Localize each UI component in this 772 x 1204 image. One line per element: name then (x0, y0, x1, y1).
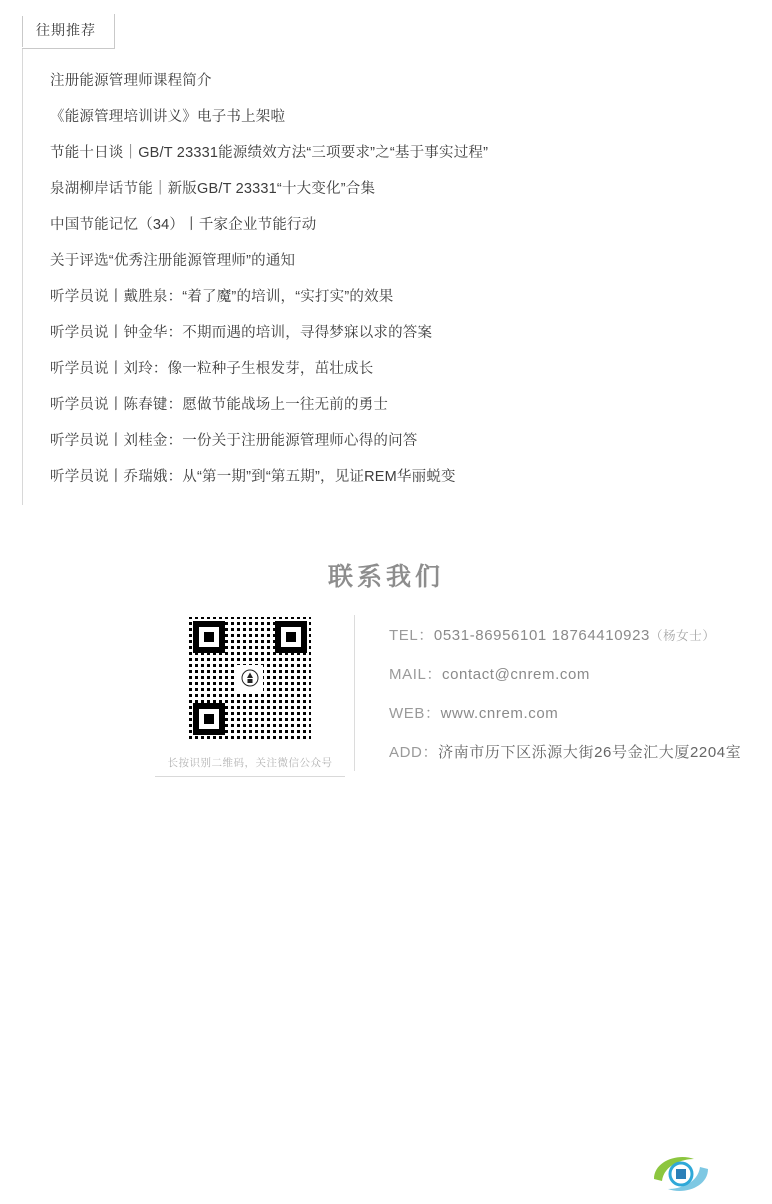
qr-column (150, 615, 350, 777)
add-value: 济南市历下区泺源大街26号金汇大厦2204室 (438, 744, 742, 762)
wechat-qr-code[interactable] (189, 617, 311, 739)
list-item[interactable]: 听学员说丨刘玲：像一粒种子生根发芽，茁壮成长 (50, 360, 374, 377)
tel-label: TEL： (389, 627, 434, 645)
add-label: ADD： (389, 744, 439, 762)
list-item[interactable]: 听学员说丨戴胜泉：“着了魔”的培训，“实打实”的效果 (50, 288, 394, 305)
qr-finder-top-right (275, 621, 307, 653)
list-item[interactable]: 听学员说丨钟金华：不期而遇的培训，寻得梦寐以求的答案 (50, 324, 433, 341)
contact-info-column (354, 615, 772, 771)
list-item[interactable]: 中国节能记忆（34）丨千家企业节能行动 (50, 216, 317, 233)
list-item[interactable]: 听学员说丨乔瑞娥：从“第一期”到“第五期”，见证REM华丽蜕变 (50, 468, 456, 485)
list-item[interactable]: 节能十日谈｜GB/T 23331能源绩效方法“三项要求”之“基于事实过程” (50, 144, 489, 161)
qr-finder-bottom-left (193, 703, 225, 735)
past-recommendations-list (22, 49, 772, 505)
tel-value: 0531-86956101 18764410923 (433, 627, 650, 645)
contact-title: 联系我们 (327, 563, 444, 592)
list-item[interactable]: 听学员说丨陈春键：愿做节能战场上一往无前的勇士 (50, 396, 389, 413)
past-recommendations-section (0, 0, 772, 505)
organization-logo (648, 1149, 714, 1199)
list-item[interactable]: 关于评选“优秀注册能源管理师”的通知 (50, 252, 296, 269)
qr-finder-top-left (193, 621, 225, 653)
mail-value[interactable]: contact@cnrem.com (442, 666, 590, 684)
mail-label: MAIL： (389, 666, 443, 684)
contact-row-tel (389, 615, 772, 654)
contact-section (0, 557, 772, 777)
contact-row-web (389, 693, 772, 732)
list-item[interactable]: 泉湖柳岸话节能｜新版GB/T 23331“十大变化”合集 (50, 180, 376, 197)
contact-row-mail (389, 654, 772, 693)
qr-caption: 长按识别二维码，关注微信公众号 (155, 755, 345, 777)
contact-body (0, 615, 772, 777)
web-value[interactable]: www.cnrem.com (440, 705, 559, 723)
tel-note: （杨女士） (649, 629, 716, 644)
list-item[interactable]: 听学员说丨刘桂金：一份关于注册能源管理师心得的问答 (50, 432, 418, 449)
list-item[interactable]: 《能源管理培训讲义》电子书上架啦 (50, 108, 286, 125)
web-label: WEB： (389, 705, 441, 723)
contact-row-add (389, 732, 772, 771)
qr-center-logo-icon (237, 665, 263, 691)
past-recommendations-title: 往期推荐 (22, 14, 115, 49)
list-item[interactable]: 注册能源管理师课程简介 (50, 72, 212, 89)
